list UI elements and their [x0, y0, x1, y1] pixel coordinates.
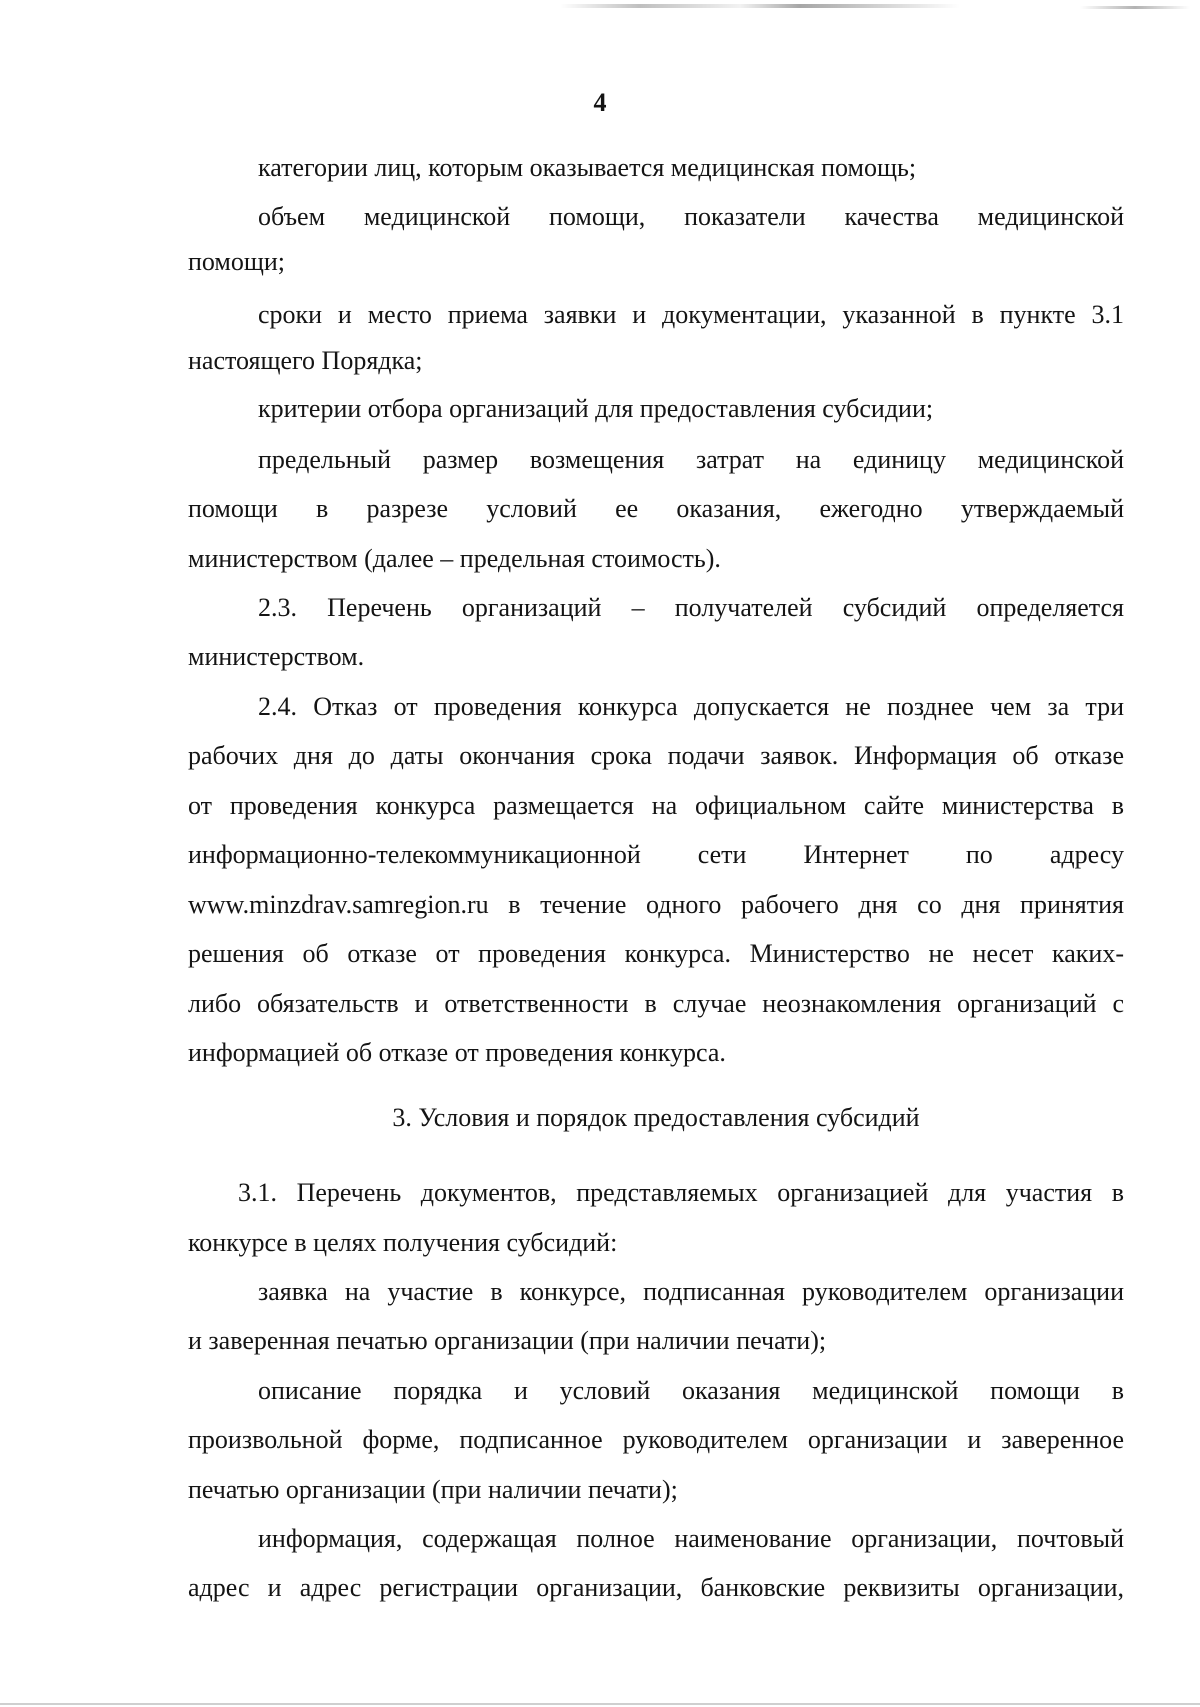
scan-artifact-top-right [1080, 6, 1190, 9]
section-heading: 3. Условия и порядок предоставления субсидий [392, 1103, 920, 1132]
text-line: решения об отказе от проведения конкурса. Министерство не несет каких- [188, 939, 1124, 968]
text-line: помощи в разрезе условий ее оказания, ежегодно утверждаемый [188, 494, 1124, 523]
scan-artifact-bottom [0, 1703, 1200, 1705]
scan-artifact-top [560, 4, 960, 8]
text-line: критерии отбора организаций для предоставления субсидии; [258, 394, 934, 423]
text-line: конкурсе в целях получения субсидий: [188, 1228, 618, 1257]
text-line: информационно-телекоммуникационной сети Интернет по адресу [188, 840, 1124, 869]
text-line: www.minzdrav.samregion.ru в течение одного рабочего дня со дня принятия [188, 890, 1124, 919]
text-line: и заверенная печатью организации (при наличии печати); [188, 1326, 827, 1355]
text-line: адрес и адрес регистрации организации, банковские реквизиты организации, [188, 1573, 1124, 1602]
text-line: объем медицинской помощи, показатели качества медицинской [258, 202, 1124, 231]
text-line: информацией об отказе от проведения конкурса. [188, 1038, 726, 1067]
text-line: настоящего Порядка; [188, 346, 423, 375]
text-line: 2.4. Отказ от проведения конкурса допускается не позднее чем за три [258, 692, 1124, 721]
text-line: сроки и место приема заявки и документации, указанной в пункте 3.1 [258, 300, 1124, 329]
page-number: 4 [593, 88, 607, 117]
text-line: от проведения конкурса размещается на официальном сайте министерства в [188, 791, 1124, 820]
text-line: министерством. [188, 642, 365, 671]
text-line: произвольной форме, подписанное руководителем организации и заверенное [188, 1425, 1124, 1454]
text-line: категории лиц, которым оказывается медицинская помощь; [258, 153, 917, 182]
text-line: 3.1. Перечень документов, представляемых организацией для участия в [238, 1178, 1124, 1207]
text-line: информация, содержащая полное наименование организации, почтовый [258, 1524, 1124, 1553]
text-line: описание порядка и условий оказания медицинской помощи в [258, 1376, 1124, 1405]
text-line: 2.3. Перечень организаций – получателей субсидий определяется [258, 593, 1124, 622]
text-line: заявка на участие в конкурсе, подписанная руководителем организации [258, 1277, 1124, 1306]
text-line: печатью организации (при наличии печати); [188, 1475, 678, 1504]
text-line: помощи; [188, 247, 286, 276]
text-line: министерством (далее – предельная стоимость). [188, 544, 721, 573]
text-line: либо обязательств и ответственности в случае неознакомления организаций с [188, 989, 1124, 1018]
text-line: рабочих дня до даты окончания срока подачи заявок. Информация об отказе [188, 741, 1124, 770]
text-line: предельный размер возмещения затрат на единицу медицинской [258, 445, 1124, 474]
